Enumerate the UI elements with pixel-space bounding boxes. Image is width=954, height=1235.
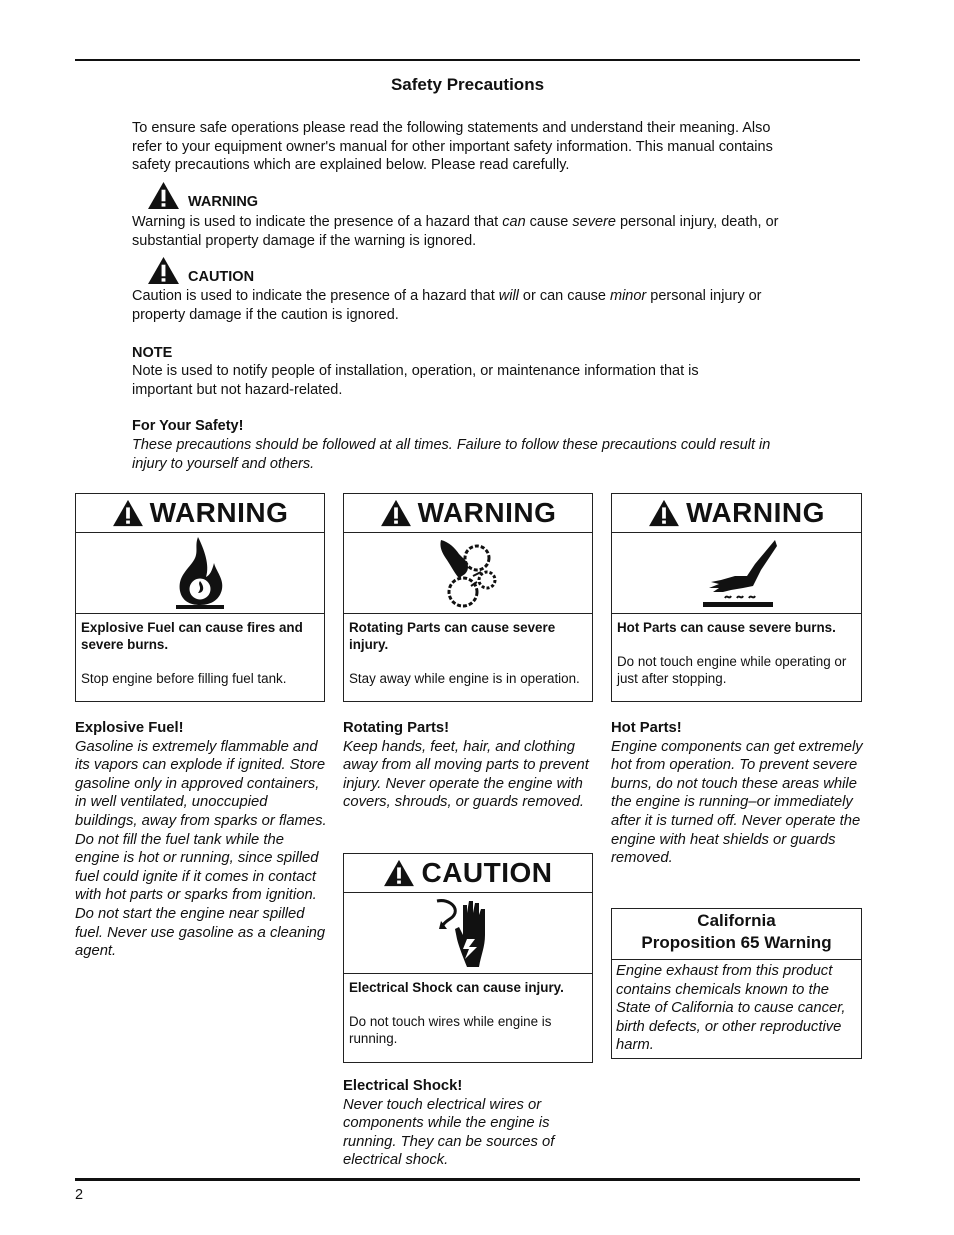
explanation-heading: Hot Parts! [611, 720, 682, 736]
warning-triangle-icon [147, 181, 180, 210]
label-bold-text: Hot Parts can cause severe burns. [617, 620, 836, 635]
caution-label: CAUTION [188, 269, 255, 285]
prop65-body: Engine exhaust from this product contains chemicals known to the State of California to cause cancer, birth defects, or other reproductive harm. [616, 963, 846, 1054]
label-instruction: Do not touch engine while operating or just after stopping. [617, 654, 847, 686]
caution-header-text: CAUTION [421, 857, 553, 888]
label-text [612, 614, 861, 687]
hot-parts-explanation [611, 719, 863, 868]
caution-header [344, 854, 592, 893]
warning-label: WARNING [188, 194, 259, 210]
hot-surface-hand-icon [612, 533, 861, 614]
safety-label: For Your Safety! [132, 418, 244, 434]
explanation-heading: Rotating Parts! [343, 720, 450, 736]
explanation-body: Keep hands, feet, hair, and clothing away from all moving parts to prevent injury. Never operate the engine with covers, shrouds, or guards removed. [343, 738, 589, 811]
warning-triangle-icon [380, 499, 412, 527]
warning-label-explosive-fuel [75, 493, 325, 702]
label-instruction: Stay away while engine is in operation. [349, 671, 580, 686]
bottom-rule [75, 1178, 860, 1181]
prop65-title-line2: Proposition 65 Warning [641, 933, 832, 952]
caution-definition: Caution is used to indicate the presence of a hazard that will or can cause minor personal injury or property damage if the caution is ignored. [132, 288, 762, 323]
electric-shock-hand-icon [344, 893, 592, 974]
label-instruction: Stop engine before filling fuel tank. [81, 671, 287, 686]
explanation-body: Never touch electrical wires or components while the engine is running. They can be sources of electrical shock. [343, 1096, 555, 1169]
caution-triangle-icon [383, 859, 415, 887]
prop65-title-line1: California [697, 911, 776, 930]
label-text [344, 614, 592, 687]
caution-triangle-icon [147, 256, 180, 285]
label-bold-text: Electrical Shock can cause injury. [349, 980, 564, 995]
top-rule [75, 59, 860, 61]
explanation-body: Gasoline is extremely flammable and its vapors can explode if ignited. Store gasoline only in approved containers, in well ventilated, unoccupied buildings, away from sparks or flames. Do not fill the fuel tank while the engine is hot or running, since spilled fuel could ignite if it comes in contact with hot parts or sparks from ignition. Do not start the engine near spilled fuel. Never use gasoline as a cleaning agent. [75, 738, 327, 960]
warning-header [612, 494, 861, 533]
label-bold-text: Explosive Fuel can cause fires and severe burns. [81, 620, 303, 652]
warning-header [344, 494, 592, 533]
explanation-heading: Electrical Shock! [343, 1078, 463, 1094]
note-label: NOTE [132, 345, 173, 361]
explosive-fuel-explanation [75, 719, 327, 961]
prop65-warning-box [611, 908, 862, 1059]
explanation-body: Engine components can get extremely hot from operation. To prevent severe burns, do not touch these areas while the engine is running–or immediately after it is turned off. Never operate the engine with heat shields or guards removed. [611, 738, 863, 867]
rotating-parts-explanation [343, 719, 593, 812]
page-title: Safety Precautions [390, 75, 545, 94]
prop65-title [612, 909, 861, 960]
page-number: 2 [75, 1187, 84, 1203]
electrical-shock-explanation [343, 1077, 583, 1170]
warning-label-rotating-parts [343, 493, 593, 702]
intro-paragraph: To ensure safe operations please read the following statements and understand their meaning. Also refer to your equipment owner's manual for other important safety information. This manual contains safety precautions which are explained below. Please read carefully. [132, 120, 773, 174]
warning-definition: Warning is used to indicate the presence of a hazard that can cause severe personal injury, death, or substantial property damage if the warning is ignored. [132, 214, 779, 249]
warning-header-text: WARNING [417, 497, 557, 528]
caution-label-electrical-shock [343, 853, 593, 1063]
note-text: Note is used to notify people of installation, operation, or maintenance information that is important but not hazard-related. [132, 363, 699, 398]
label-bold-text: Rotating Parts can cause severe injury. [349, 620, 556, 652]
warning-label-hot-parts [611, 493, 862, 702]
label-instruction: Do not touch wires while engine is running. [349, 1014, 552, 1046]
label-text [344, 974, 592, 1047]
warning-header-text: WARNING [149, 497, 289, 528]
warning-header-text: WARNING [686, 497, 825, 528]
rotating-parts-icon [344, 533, 592, 614]
safety-text: These precautions should be followed at all times. Failure to follow these precautions could result in injury to yourself and others. [132, 437, 771, 472]
label-text [76, 614, 324, 687]
warning-triangle-icon [648, 499, 680, 527]
flame-icon [76, 533, 324, 614]
warning-header [76, 494, 324, 533]
explanation-heading: Explosive Fuel! [75, 720, 184, 736]
warning-triangle-icon [112, 499, 144, 527]
